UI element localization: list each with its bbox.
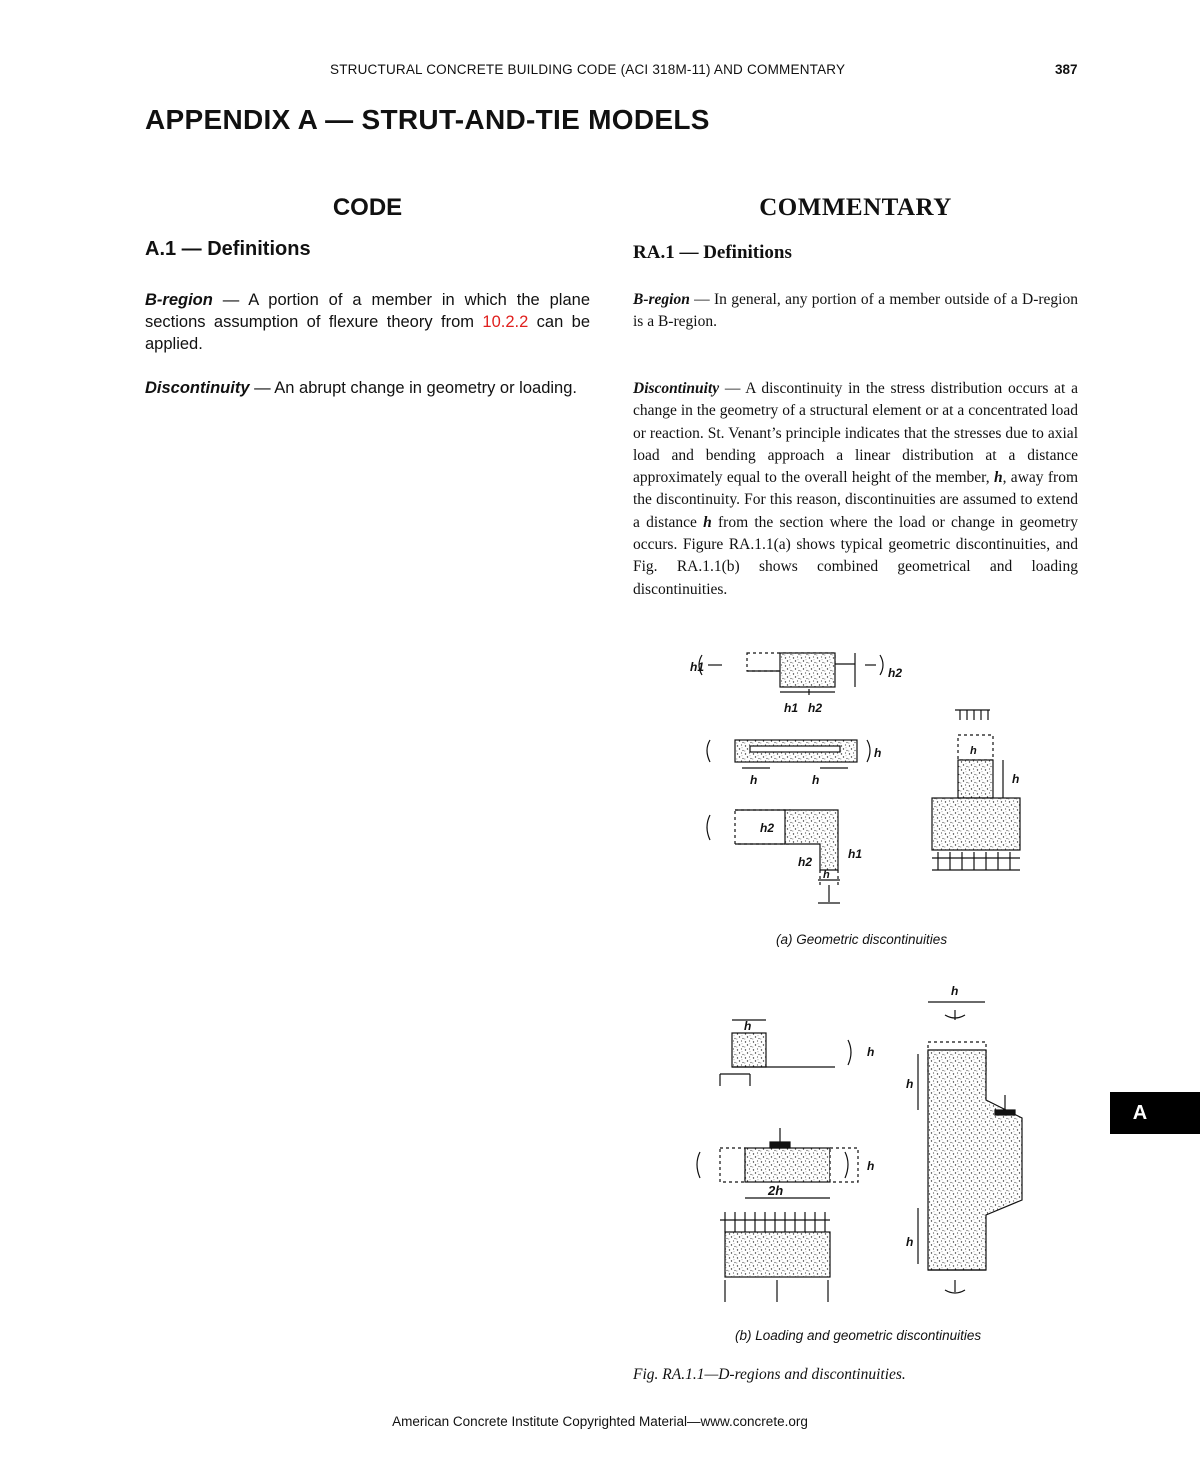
label-h1: h1 [690, 660, 705, 674]
code-discontinuity-text: — An abrupt change in geometry or loading. [249, 379, 577, 397]
label-h1: h1 [848, 847, 863, 861]
figure-title: Fig. RA.1.1—D-regions and discontinuities. [633, 1366, 906, 1383]
variable-h: h [703, 513, 712, 531]
running-head: STRUCTURAL CONCRETE BUILDING CODE (ACI 318M-11) AND COMMENTARY [330, 62, 846, 77]
figure-caption-a: (a) Geometric discontinuities [776, 932, 948, 947]
commentary-b-region-text: — In general, any portion of a member outside of a D-region is a B-region. [633, 291, 1078, 331]
cross-reference-link[interactable]: 10.2.2 [482, 313, 529, 331]
label-h: h [874, 746, 882, 760]
code-section-heading: A.1 — Definitions [145, 238, 311, 260]
code-b-region-definition [145, 289, 590, 355]
figure-caption-b: (b) Loading and geometric discontinuities [735, 1328, 982, 1343]
label-h2: h2 [808, 701, 823, 715]
code-b-region-term: B-region [145, 291, 213, 309]
loading-discontinuity-column-corbel [918, 1002, 1022, 1293]
variable-h: h [993, 469, 1003, 487]
d-regions-figure [680, 640, 1100, 1360]
commentary-column-heading: COMMENTARY [759, 194, 952, 221]
label-h1: h1 [784, 701, 799, 715]
label-h: h [823, 869, 830, 881]
code-discontinuity-term: Discontinuity [145, 379, 250, 397]
appendix-title: APPENDIX A — STRUT-AND-TIE MODELS [145, 104, 710, 135]
label-h: h [970, 745, 977, 757]
label-h: h [906, 1235, 914, 1249]
commentary-section-heading: RA.1 — Definitions [633, 242, 792, 263]
code-column-heading: CODE [332, 194, 403, 221]
label-h: h [906, 1077, 914, 1091]
label-h: h [812, 773, 820, 787]
loading-discontinuity-point-load [697, 1128, 858, 1302]
commentary-b-region-term: B-region [633, 291, 690, 308]
geometric-discontinuity-footing [932, 710, 1020, 870]
page-number: 387 [1055, 62, 1078, 77]
label-h: h [951, 984, 959, 998]
label-h: h [744, 1019, 752, 1033]
label-h: h [1012, 772, 1020, 786]
commentary-discontinuity-text-3: from the section where the load or change in geometry occurs. Figure RA.1.1(a) shows typical geometric discontinuities, and Fig. RA.1.1(b) shows combined geometrical and loading discontinuities. [633, 513, 1078, 598]
commentary-discontinuity-term: Discontinuity [633, 380, 720, 397]
appendix-tab [1110, 1092, 1200, 1134]
loading-discontinuity-beam-end [720, 1020, 851, 1086]
geometric-discontinuity-opening [707, 740, 870, 768]
label-h: h [867, 1159, 875, 1173]
appendix-tab-label: A [1132, 1101, 1148, 1124]
label-h: h [867, 1045, 875, 1059]
commentary-b-region-definition [633, 289, 1078, 334]
geometric-discontinuity-step-beam [699, 653, 883, 695]
label-2h: 2h [768, 1183, 784, 1198]
code-b-region-text-end: can be applied. [145, 313, 590, 353]
label-h2: h2 [760, 821, 775, 835]
label-h2: h2 [888, 666, 903, 680]
code-discontinuity-definition [145, 377, 590, 399]
code-b-region-text: — A portion of a member in which the plane sections assumption of flexure theory from [145, 291, 590, 331]
commentary-discontinuity-text-1: — A discontinuity in the stress distribution occurs at a change in the geometry of a structural element or at a concentrated load or reaction. St. Venant’s principle indicates that the stresses due to axial load and bending approach a linear distribution at a distance approximately equal to the overall height of the member, [633, 380, 1078, 487]
label-h: h [750, 773, 758, 787]
label-h2: h2 [798, 855, 813, 869]
commentary-discontinuity-text-2: , away from the discontinuity. For this reason, discontinuities are assumed to extend a distance [633, 469, 1078, 531]
footer-copyright: American Concrete Institute Copyrighted Material—www.concrete.org [392, 1414, 808, 1429]
commentary-discontinuity-definition [633, 378, 1078, 601]
